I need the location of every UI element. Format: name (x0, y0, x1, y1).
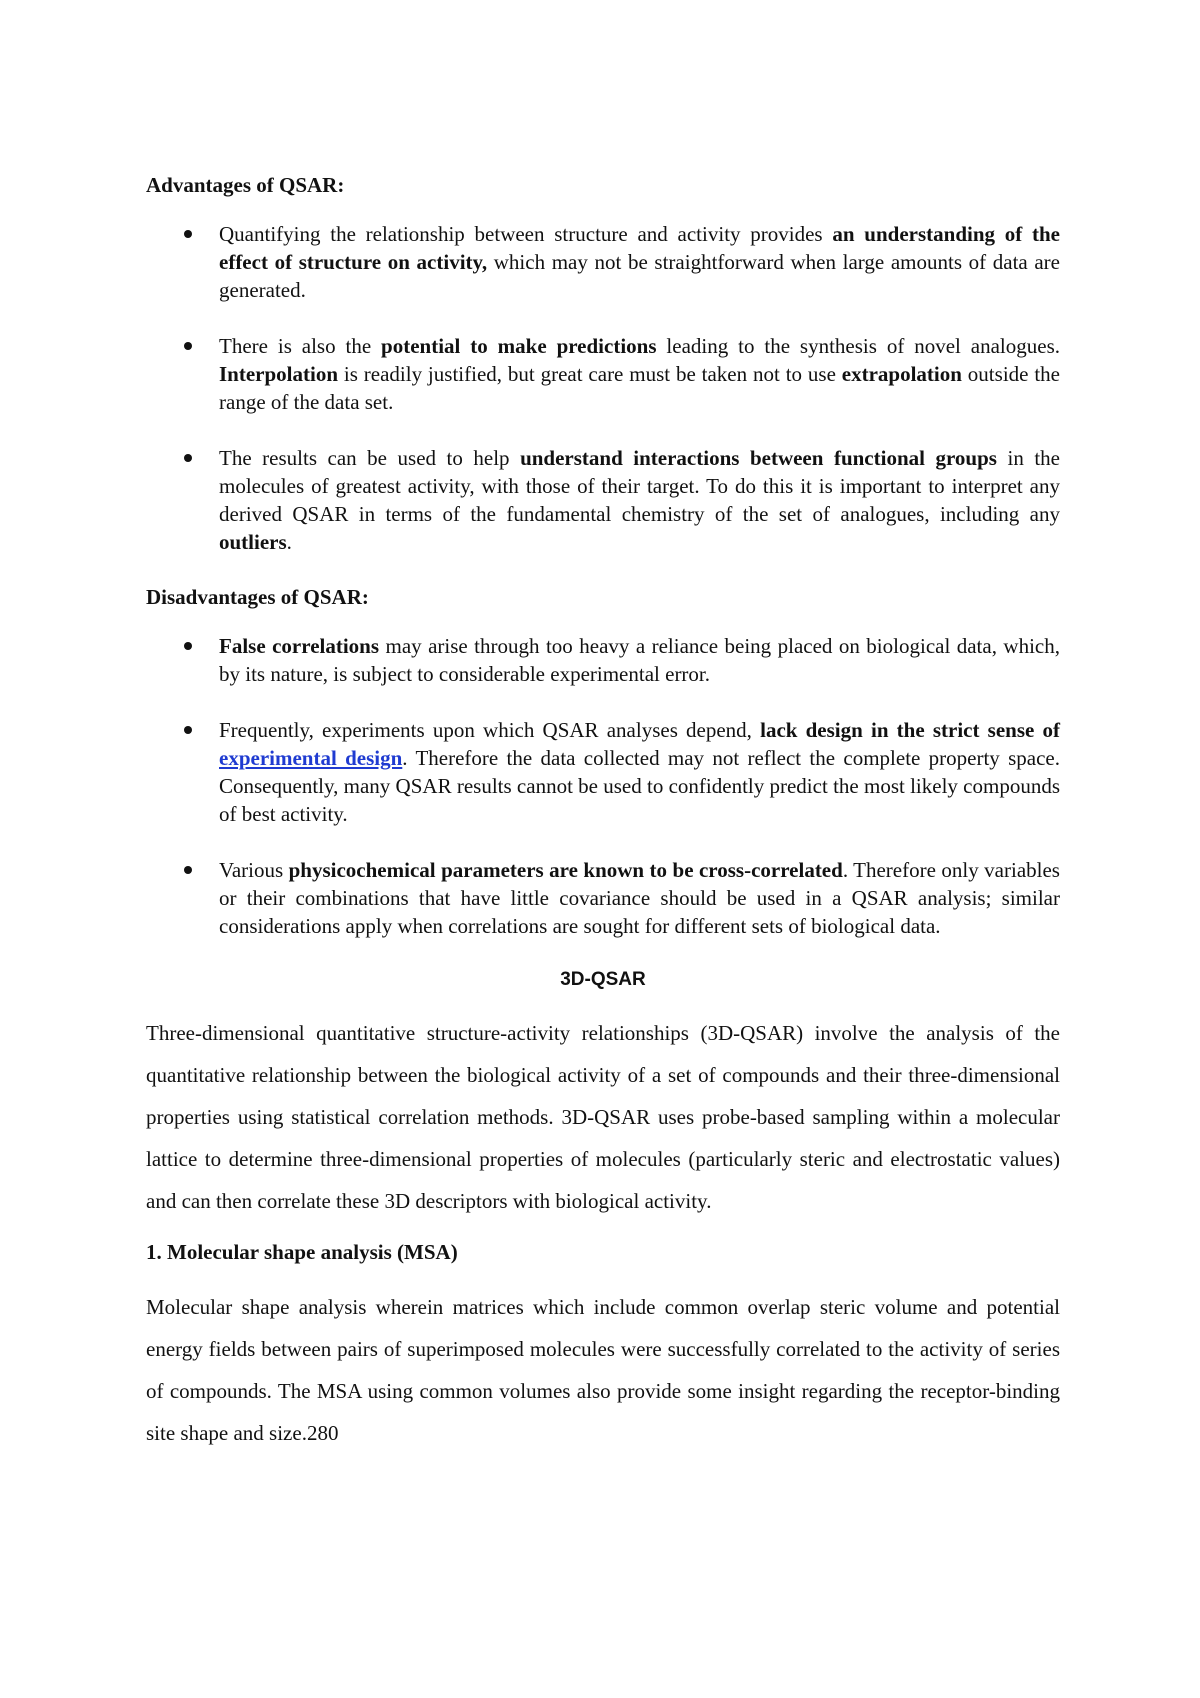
document-page (146, 172, 1060, 1470)
bullet-icon (184, 454, 192, 462)
list-item: There is also the potential to make predictions leading to the synthesis of novel analogues. Interpolation is readily justified, but great care must be taken not to use extrapolation outside the range of the data set. (146, 332, 1060, 416)
list-item: Quantifying the relationship between structure and activity provides an understanding of the effect of structure on activity, which may not be straightforward when large amounts of data are generated. (146, 220, 1060, 304)
list-item: False correlations may arise through too heavy a reliance being placed on biological data, which, by its nature, is subject to considerable experimental error. (146, 632, 1060, 688)
bullet-icon (184, 726, 192, 734)
bullet-icon (184, 642, 192, 650)
advantages-list (146, 220, 1060, 556)
list-item: Frequently, experiments upon which QSAR analyses depend, lack design in the strict sense of experimental design. Therefore the data collected may not reflect the complete property space. Consequently, many QSAR results cannot be used to confidently predict the most likely compounds of best activity. (146, 716, 1060, 828)
bullet-icon (184, 342, 192, 350)
list-item: The results can be used to help understand interactions between functional groups in the molecules of greatest activity, with those of their target. To do this it is important to interpret any derived QSAR in terms of the fundamental chemistry of the set of analogues, including any outliers. (146, 444, 1060, 556)
qsar3d-heading: 3D-QSAR (560, 969, 646, 990)
qsar3d-paragraph: Three-dimensional quantitative structure-activity relationships (3D-QSAR) involve the analysis of the quantitative relationship between the biological activity of a set of compounds and their three-dimensional properties using statistical correlation methods. 3D-QSAR uses probe-based sampling within a molecular lattice to determine three-dimensional properties of molecules (particularly steric and electrostatic values) and can then correlate these 3D descriptors with biological activity. (146, 1021, 1060, 1213)
advantages-heading: Advantages of QSAR: (146, 173, 345, 197)
bullet-icon (184, 230, 192, 238)
list-item: Various physicochemical parameters are known to be cross-correlated. Therefore only variables or their combinations that have little covariance should be used in a QSAR analysis; similar considerations apply when correlations are sought for different sets of biological data. (146, 856, 1060, 940)
bullet-icon (184, 866, 192, 874)
disadvantages-heading: Disadvantages of QSAR: (146, 585, 369, 609)
msa-heading: 1. Molecular shape analysis (MSA) (146, 1240, 458, 1264)
msa-paragraph: Molecular shape analysis wherein matrices which include common overlap steric volume and potential energy fields between pairs of superimposed molecules were successfully correlated to the activity of series of compounds. The MSA using common volumes also provide some insight regarding the receptor-binding site shape and size.280 (146, 1295, 1060, 1445)
disadvantages-list (146, 632, 1060, 940)
experimental-design-link[interactable]: experimental design (219, 746, 403, 770)
